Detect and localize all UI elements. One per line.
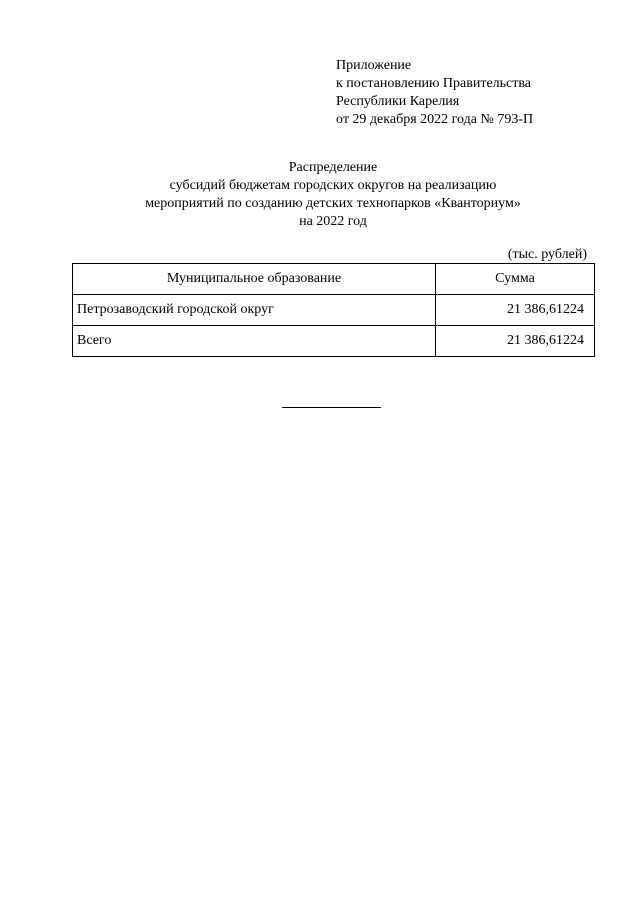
appendix-line: Приложение: [336, 58, 412, 73]
appendix-line: к постановлению Правительства: [336, 76, 532, 91]
title-line: на 2022 год: [299, 214, 367, 229]
table-row-total: [73, 326, 595, 357]
table-row: [73, 295, 595, 326]
title-line: мероприятий по созданию детских технопарков «Кванториум»: [145, 196, 521, 211]
appendix-line: от 29 декабря 2022 года № 793-П: [336, 112, 534, 127]
appendix-line: Республики Карелия: [336, 94, 460, 109]
total-amount-cell: 21 386,61224: [436, 326, 595, 357]
document-title: [72, 159, 594, 231]
units-label: (тыс. рублей): [507, 247, 587, 262]
appendix-block: [336, 57, 533, 129]
municipality-cell: Петрозаводский городской округ: [73, 295, 436, 326]
title-line: Распределение: [288, 160, 378, 175]
amount-cell: 21 386,61224: [436, 295, 595, 326]
table-header-row: [73, 264, 595, 295]
title-line: субсидий бюджетам городских округов на реализацию: [169, 178, 497, 193]
column-header-municipality: Муниципальное образование: [73, 264, 436, 295]
column-header-amount: Сумма: [436, 264, 595, 295]
closing-divider: [282, 407, 381, 408]
distribution-table: [72, 263, 595, 357]
total-label-cell: Всего: [73, 326, 436, 357]
